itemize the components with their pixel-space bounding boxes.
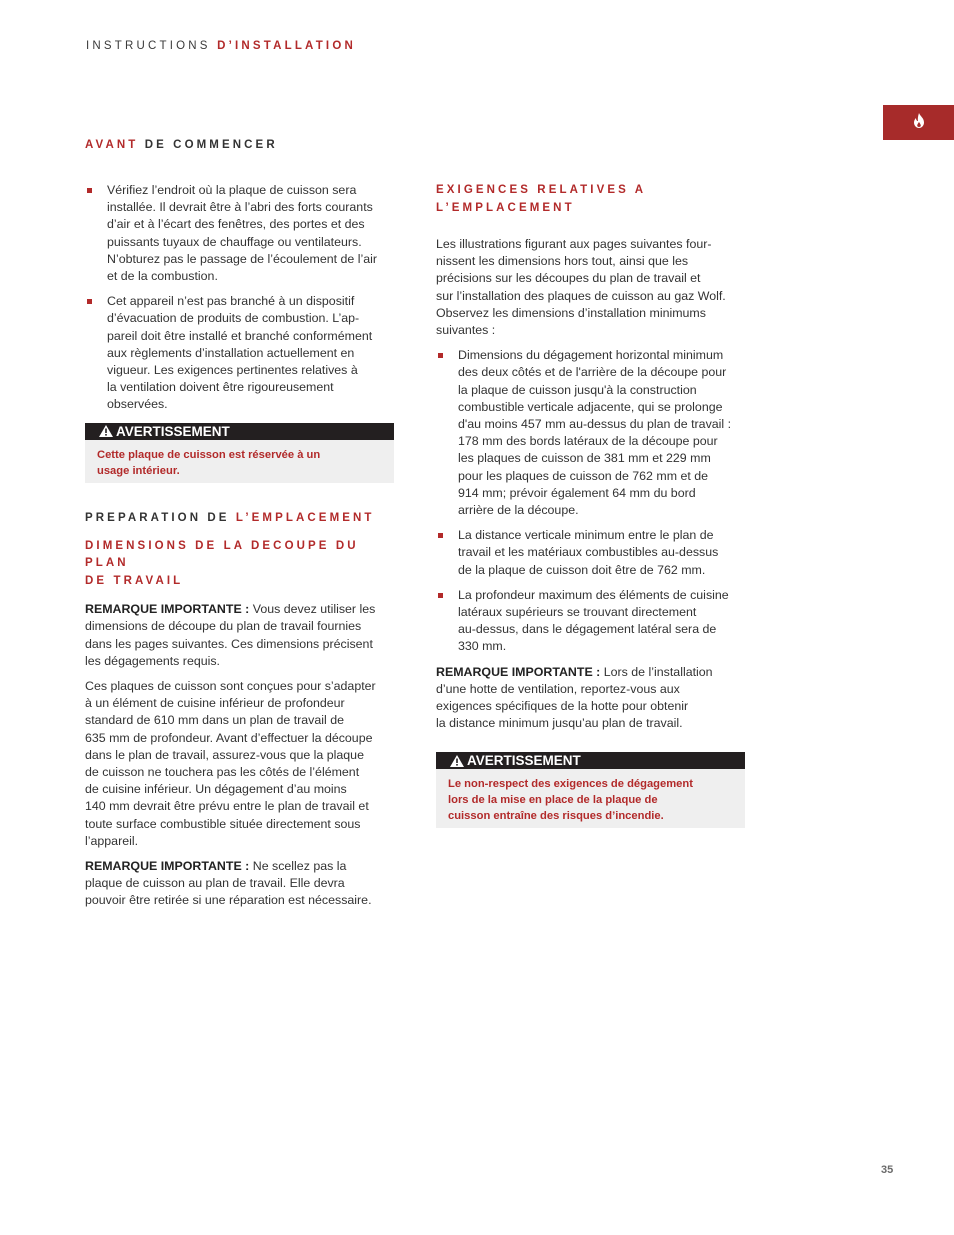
- bullet-list: [436, 347, 758, 655]
- paragraph: Ces plaques de cuisson sont conçues pour s’adapter à un élément de cuisine inférieur de profondeur standard de 610 mm dans un plan de travail de 635 mm de profondeur. Avant d’effectuer la découpe dans le plan de travail, assurez-vous que la plaque de cuisson ne touchera pas les côtés de l’élément de cuisine inférieur. Un dégagement d’au moins 140 mm devrait être prévu entre le plan de travail et toute surface combustible située directement sous l’appareil.: [85, 678, 376, 848]
- subsection-title-decoupe: DIMENSIONS DE LA DECOUPE DU PLAN DE TRAVAIL: [85, 539, 359, 587]
- page-number: 35: [881, 1164, 894, 1176]
- section-tab: [883, 105, 954, 140]
- warning-icon: [450, 755, 464, 767]
- subsection-title-emplacement: EXIGENCES RELATIVES A L’EMPLACEMENT: [436, 184, 646, 214]
- section-title-avant: AVANT DE COMMENCER: [85, 139, 278, 151]
- paragraph: REMARQUE IMPORTANTE : Vous devez utiliser les dimensions de découpe du plan de travail fournies dans les pages suivantes. Ces dimensions précisent les dégagements requis.: [85, 602, 376, 668]
- paragraph: REMARQUE IMPORTANTE : Lors de l’installation d’une hotte de ventilation, reportez-vous aux exigences spécifiques de la hotte pour obtenir la distance minimum jusqu’au plan de travail.: [436, 664, 713, 731]
- right-column: [436, 182, 758, 828]
- running-header: [86, 40, 356, 52]
- header-accent: D’INSTALLATION: [217, 40, 356, 52]
- warning-header: AVERTISSEMENT: [85, 423, 394, 440]
- header-prefix: INSTRUCTIONS: [86, 40, 211, 52]
- list-item: Cet appareil n’est pas branché à un dispositif d’évacuation de produits de combustion. L’ap- pareil doit être installé et branché conformément aux règlements d’installation actuellement en vigueur. Les exigences pertinentes relatives à la ventilation doivent être rigoureusement observées.: [85, 293, 403, 413]
- warning-text: Cette plaque de cuisson est réservée à un usage intérieur.: [85, 440, 394, 483]
- list-item: La profondeur maximum des éléments de cuisine latéraux supérieurs se trouvant directement au-dessus, dans le dégagement latéral sera de 330 mm.: [436, 587, 758, 656]
- section-title-preparation: PREPARATION DE L’EMPLACEMENT: [85, 511, 375, 524]
- warning-box: [85, 423, 394, 483]
- paragraph: REMARQUE IMPORTANTE : Ne scellez pas la plaque de cuisson au plan de travail. Elle devra pouvoir être retirée si une réparation est nécessaire.: [85, 858, 372, 908]
- paragraph: Les illustrations figurant aux pages suivantes four- nissent les dimensions hors tout, ainsi que les précisions sur les découpes du plan de travail et sur l’installation des plaques de cuisson au gaz Wolf. Observez les dimensions d’installation minimums suivantes :: [436, 237, 726, 338]
- list-item: La distance verticale minimum entre le plan de travail et les matériaux combustibles au-dessus de la plaque de cuisson doit être de 762 mm.: [436, 527, 758, 579]
- left-column: [85, 137, 403, 918]
- warning-header: AVERTISSEMENT: [436, 752, 745, 769]
- warning-box: [436, 752, 745, 828]
- warning-text: Le non-respect des exigences de dégagement lors de la mise en place de la plaque de cuisson entraîne des risques d’incendie.: [436, 769, 745, 828]
- flame-icon: [913, 113, 925, 133]
- list-item: Dimensions du dégagement horizontal minimum des deux côtés et de l'arrière de la découpe pour la plaque de cuisson jusqu'à la construction combustible verticale adjacente, qui se prolonge d'au moins 457 mm au-dessus du plan de travail : 178 mm des bords latéraux de la découpe pour les plaques de cuisson de 381 mm et 229 mm pour les plaques de cuisson de 762 mm et de 914 mm; prévoir également 64 mm du bord arrière de la découpe.: [436, 347, 758, 519]
- list-item: Vérifiez l’endroit où la plaque de cuisson sera installée. Il devrait être à l’abri des forts courants d’air et à l’écart des fenêtres, des portes et des puissants tuyaux de chauffage ou ventilateurs. N’obturez pas le passage de l’écoulement de l’air et de la combustion.: [85, 182, 403, 285]
- bullet-list: [85, 182, 403, 414]
- warning-icon: [99, 425, 113, 437]
